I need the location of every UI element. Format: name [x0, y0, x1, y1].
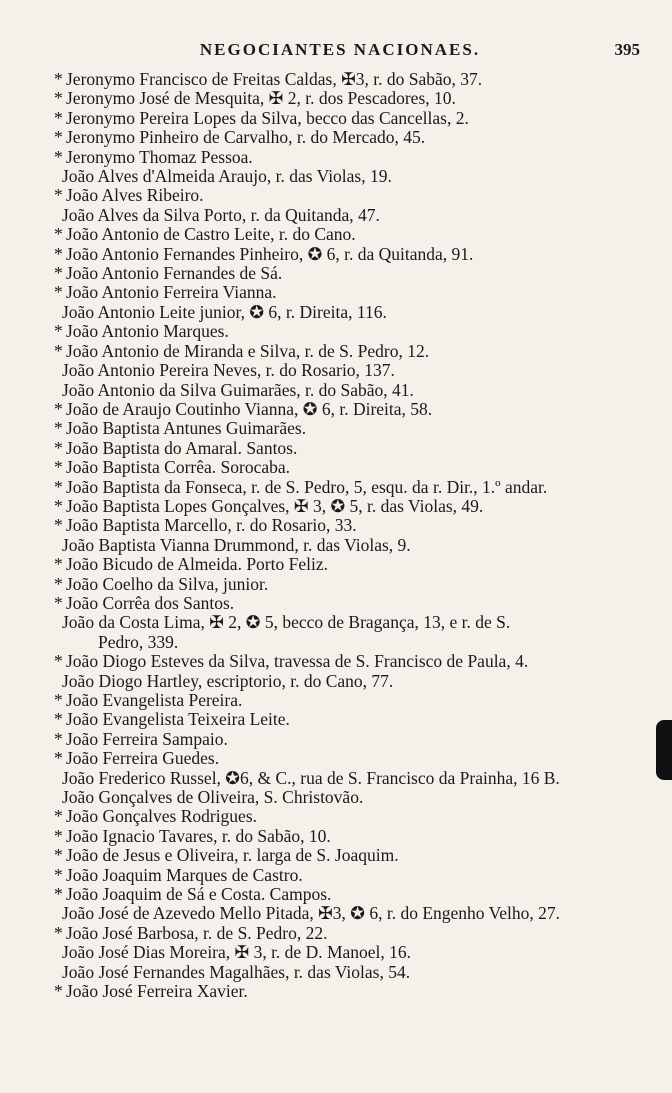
entry-text: João Corrêa dos Santos. — [66, 592, 235, 613]
asterisk-mark: * — [54, 981, 63, 1002]
list-item — [40, 419, 640, 438]
list-item — [40, 283, 640, 302]
entry-text: João Evangelista Teixeira Leite. — [66, 709, 290, 730]
list-item — [40, 963, 640, 982]
list-item — [40, 109, 640, 128]
asterisk-mark: * — [54, 398, 63, 419]
list-item — [40, 342, 640, 361]
asterisk-mark: * — [54, 748, 63, 769]
entry-text: João Diogo Hartley, escriptorio, r. do Cano, 77. — [62, 670, 394, 691]
entry-text: João Alves Ribeiro. — [66, 185, 204, 206]
entry-text: João Antonio de Miranda e Silva, r. de S. Pedro, 12. — [66, 340, 430, 361]
asterisk-mark: * — [54, 495, 63, 516]
list-item — [40, 575, 640, 594]
asterisk-mark: * — [54, 263, 63, 284]
entry-text: João Gonçalves de Oliveira, S. Christovão. — [62, 787, 364, 808]
list-item — [40, 633, 640, 652]
asterisk-mark: * — [54, 864, 63, 885]
list-item — [40, 672, 640, 691]
entry-text: João Joaquim de Sá e Costa. Campos. — [66, 884, 332, 905]
entry-text: João Baptista da Fonseca, r. de S. Pedro, 5, esqu. da r. Dir., 1.º andar. — [66, 476, 548, 497]
list-item — [40, 613, 640, 632]
entry-text: João Antonio Ferreira Vianna. — [66, 282, 277, 303]
entry-text: João Bicudo de Almeida. Porto Feliz. — [66, 554, 328, 575]
list-item — [40, 478, 640, 497]
entry-text: João José Dias Moreira, ✠ 3, r. de D. Manoel, 16. — [62, 942, 412, 963]
list-item — [40, 982, 640, 1001]
list-item — [40, 89, 640, 108]
asterisk-mark: * — [54, 418, 63, 439]
list-item — [40, 885, 640, 904]
list-item — [40, 788, 640, 807]
entry-text: João Antonio Pereira Neves, r. do Rosario, 137. — [62, 360, 395, 381]
list-item — [40, 70, 640, 89]
list-item — [40, 846, 640, 865]
asterisk-mark: * — [54, 825, 63, 846]
entry-text: João de Araujo Coutinho Vianna, ✪ 6, r. Direita, 58. — [66, 398, 433, 419]
entry-text: João José Ferreira Xavier. — [66, 981, 248, 1002]
asterisk-mark: * — [54, 340, 63, 361]
entry-text: João Baptista Antunes Guimarães. — [66, 418, 307, 439]
entry-text: João Baptista Vianna Drummond, r. das Violas, 9. — [62, 534, 411, 555]
list-item — [40, 730, 640, 749]
list-item — [40, 769, 640, 788]
entry-text: João Antonio da Silva Guimarães, r. do Sabão, 41. — [62, 379, 414, 400]
merchant-list — [40, 70, 640, 1002]
entry-text: João Baptista Corrêa. Sorocaba. — [66, 457, 291, 478]
list-item — [40, 497, 640, 516]
list-item — [40, 749, 640, 768]
asterisk-mark: * — [54, 573, 63, 594]
list-item — [40, 516, 640, 535]
list-item — [40, 148, 640, 167]
list-item — [40, 264, 640, 283]
entry-text: João Coelho da Silva, junior. — [66, 573, 269, 594]
entry-text: João Antonio Fernandes Pinheiro, ✪ 6, r. da Quitanda, 91. — [66, 243, 474, 264]
asterisk-mark: * — [54, 515, 63, 536]
page-header — [40, 40, 640, 66]
asterisk-mark: * — [54, 592, 63, 613]
asterisk-mark: * — [54, 845, 63, 866]
list-item — [40, 186, 640, 205]
entry-text: João José de Azevedo Mello Pitada, ✠3, ✪ 6, r. do Engenho Velho, 27. — [62, 903, 561, 924]
asterisk-mark: * — [54, 457, 63, 478]
list-item — [40, 167, 640, 186]
asterisk-mark: * — [54, 127, 63, 148]
list-item — [40, 303, 640, 322]
asterisk-mark: * — [54, 69, 63, 89]
entry-text: Jeronymo Pereira Lopes da Silva, becco das Cancellas, 2. — [66, 107, 469, 128]
list-item — [40, 225, 640, 244]
asterisk-mark: * — [54, 321, 63, 342]
asterisk-mark: * — [54, 107, 63, 128]
asterisk-mark: * — [54, 185, 63, 206]
entry-text: João Alves d'Almeida Araujo, r. das Violas, 19. — [62, 166, 392, 187]
list-item — [40, 594, 640, 613]
entry-text: João Ignacio Tavares, r. do Sabão, 10. — [66, 825, 331, 846]
entry-text: João Diogo Esteves da Silva, travessa de S. Francisco de Paula, 4. — [66, 651, 529, 672]
asterisk-mark: * — [54, 709, 63, 730]
entry-text: João Alves da Silva Porto, r. da Quitanda, 47. — [62, 204, 380, 225]
entry-text: João Gonçalves Rodrigues. — [66, 806, 258, 827]
entry-text: João de Jesus e Oliveira, r. larga de S. Joaquim. — [66, 845, 399, 866]
asterisk-mark: * — [54, 806, 63, 827]
page-number: 395 — [614, 40, 640, 59]
list-item — [40, 652, 640, 671]
entry-text: Jeronymo Francisco de Freitas Caldas, ✠3, r. do Sabão, 37. — [66, 69, 483, 89]
entry-text: João Baptista Lopes Gonçalves, ✠ 3, ✪ 5, r. das Violas, 49. — [66, 495, 484, 516]
asterisk-mark: * — [54, 224, 63, 245]
entry-text: João Antonio Fernandes de Sá. — [66, 263, 283, 284]
entry-text: João Antonio de Castro Leite, r. do Cano. — [66, 224, 356, 245]
page-title: NEGOCIANTES NACIONAES. — [199, 40, 481, 59]
list-item — [40, 807, 640, 826]
entry-text: Jeronymo Pinheiro de Carvalho, r. do Mercado, 45. — [66, 127, 426, 148]
entry-text: João José Barbosa, r. de S. Pedro, 22. — [66, 922, 328, 943]
entry-text: João Baptista do Amaral. Santos. — [66, 437, 298, 458]
entry-text: Pedro, 339. — [98, 631, 179, 652]
asterisk-mark: * — [54, 884, 63, 905]
list-item — [40, 361, 640, 380]
asterisk-mark: * — [54, 243, 63, 264]
entry-text: Jeronymo Thomaz Pessoa. — [66, 146, 253, 167]
asterisk-mark: * — [54, 146, 63, 167]
entry-text: Jeronymo José de Mesquita, ✠ 2, r. dos Pescadores, 10. — [66, 88, 456, 109]
asterisk-mark: * — [54, 476, 63, 497]
entry-text: João Frederico Russel, ✪6, & C., rua de S. Francisco da Prainha, 16 B. — [62, 767, 560, 788]
list-item — [40, 439, 640, 458]
list-item — [40, 245, 640, 264]
list-item — [40, 128, 640, 147]
list-item — [40, 381, 640, 400]
entry-text: João Antonio Marques. — [66, 321, 229, 342]
entry-text: João Joaquim Marques de Castro. — [66, 864, 303, 885]
entry-text: João Evangelista Pereira. — [66, 690, 243, 710]
entry-text: João Ferreira Guedes. — [66, 748, 220, 769]
asterisk-mark: * — [54, 651, 63, 672]
list-item — [40, 536, 640, 555]
entry-text: João Ferreira Sampaio. — [66, 728, 228, 749]
asterisk-mark: * — [54, 922, 63, 943]
entry-text: João da Costa Lima, ✠ 2, ✪ 5, becco de Bragança, 13, e r. de S. — [62, 612, 511, 633]
list-item — [40, 322, 640, 341]
list-item — [40, 866, 640, 885]
list-item — [40, 555, 640, 574]
entry-text: João José Fernandes Magalhães, r. das Violas, 54. — [62, 961, 411, 982]
asterisk-mark: * — [54, 88, 63, 109]
page-edge-smudge — [656, 720, 672, 780]
entry-text: João Antonio Leite junior, ✪ 6, r. Direita, 116. — [62, 301, 387, 322]
list-item — [40, 924, 640, 943]
list-item — [40, 904, 640, 923]
list-item — [40, 458, 640, 477]
asterisk-mark: * — [54, 437, 63, 458]
list-item — [40, 943, 640, 962]
entry-text: João Baptista Marcello, r. do Rosario, 33. — [66, 515, 357, 536]
asterisk-mark: * — [54, 690, 63, 710]
asterisk-mark: * — [54, 282, 63, 303]
list-item — [40, 206, 640, 225]
list-item — [40, 691, 640, 710]
list-item — [40, 827, 640, 846]
asterisk-mark: * — [54, 554, 63, 575]
asterisk-mark: * — [54, 728, 63, 749]
list-item — [40, 400, 640, 419]
list-item — [40, 710, 640, 729]
